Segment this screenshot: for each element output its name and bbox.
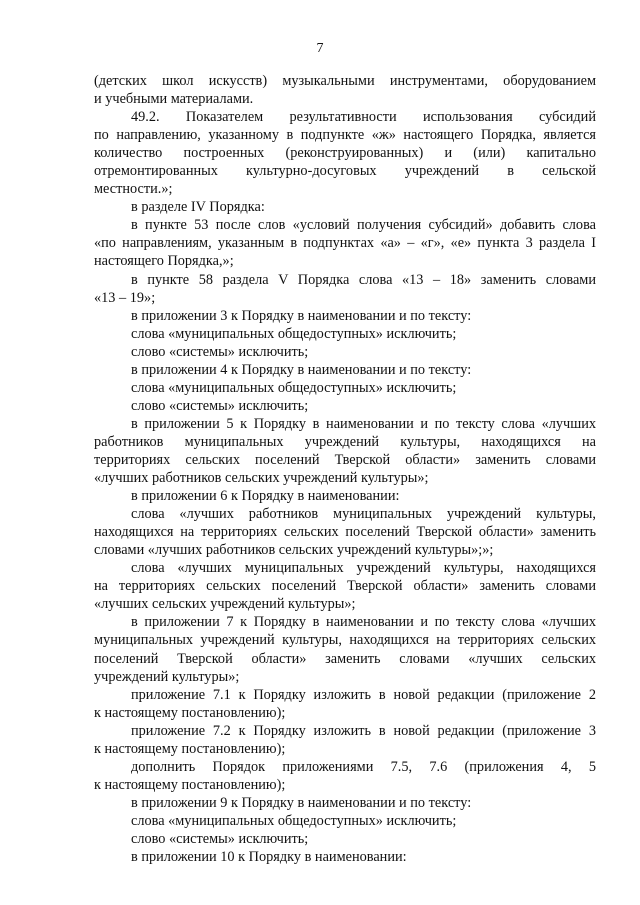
text-line: в приложении 6 к Порядку в наименовании: xyxy=(131,488,400,505)
text-line: слова «лучших муниципальных учреждений культуры, находящихся xyxy=(131,560,596,577)
text-line: настоящего Порядка,»; xyxy=(94,253,234,270)
text-line: приложение 7.2 к Порядку изложить в новой редакции (приложение 3 xyxy=(131,722,596,739)
text-line: слова «муниципальных общедоступных» исключить; xyxy=(131,812,457,829)
text-line: приложение 7.1 к Порядку изложить в новой редакции (приложение 2 xyxy=(131,686,596,703)
text-line: в приложении 7 к Порядку в наименовании и по тексту слова «лучших xyxy=(131,614,596,631)
text-line: слова «муниципальных общедоступных» исключить; xyxy=(131,325,457,342)
text-line: «13 – 19»; xyxy=(94,289,156,306)
text-line: учреждений культуры»; xyxy=(94,668,240,685)
text-line: слово «системы» исключить; xyxy=(131,343,309,360)
text-line: (детских школ искусств) музыкальными инструментами, оборудованием xyxy=(94,73,596,89)
text-line: слова «лучших работников муниципальных учреждений культуры, xyxy=(131,506,596,523)
text-line: в приложении 5 к Порядку в наименовании и по тексту слова «лучших xyxy=(131,415,596,432)
text-line: и учебными материалами. xyxy=(94,91,254,108)
text-line: количество построенных (реконструированных) и (или) капитально xyxy=(94,145,596,162)
text-line: «по направлениям, указанным в подпунктах «а» – «г», «е» пункта 3 раздела I xyxy=(94,235,596,252)
text-line: на территориях сельских поселений Тверской области» заменить словами xyxy=(94,578,596,595)
text-line: в пункте 58 раздела V Порядка слова «13 – 18» заменить словами xyxy=(131,271,596,288)
text-line: работников муниципальных учреждений культуры, находящихся на xyxy=(94,433,596,450)
text-line: «лучших сельских учреждений культуры»; xyxy=(94,596,356,613)
text-line: к настоящему постановлению); xyxy=(94,776,286,793)
text-line: в приложении 3 к Порядку в наименовании и по тексту: xyxy=(131,307,472,324)
text-line: 49.2. Показателем результативности использования субсидий xyxy=(131,109,596,126)
text-line: в приложении 9 к Порядку в наименовании и по тексту: xyxy=(131,794,472,811)
document-body xyxy=(94,72,596,866)
text-line: местности.»; xyxy=(94,181,173,198)
text-line: поселений Тверской области» заменить словами «лучших сельских xyxy=(94,650,596,667)
text-line: территориях сельских поселений Тверской области» заменить словами xyxy=(94,451,596,468)
text-line: находящихся на территориях сельских поселений Тверской области» заменить xyxy=(94,524,596,541)
text-line: к настоящему постановлению); xyxy=(94,740,286,757)
text-line: муниципальных учреждений культуры, находящихся на территориях сельских xyxy=(94,632,596,649)
text-line: по направлению, указанному в подпункте «ж» настоящего Порядка, является xyxy=(94,127,596,144)
text-line: в приложении 10 к Порядку в наименовании: xyxy=(131,849,407,866)
text-line: словами «лучших работников сельских учреждений культуры»;»; xyxy=(94,542,494,559)
text-line: в разделе IV Порядка: xyxy=(131,199,265,216)
page-number: 7 xyxy=(316,41,324,56)
text-line: отремонтированных культурно-досуговых учреждений в сельской xyxy=(94,163,596,180)
text-line: слово «системы» исключить; xyxy=(131,830,309,847)
text-line: к настоящему постановлению); xyxy=(94,704,286,721)
text-line: «лучших работников сельских учреждений культуры»; xyxy=(94,470,429,487)
text-line: дополнить Порядок приложениями 7.5, 7.6 (приложения 4, 5 xyxy=(131,758,596,775)
text-line: в приложении 4 к Порядку в наименовании и по тексту: xyxy=(131,361,472,378)
text-line: слово «системы» исключить; xyxy=(131,397,309,414)
text-line: в пункте 53 после слов «условий получения субсидий» добавить слова xyxy=(131,217,596,234)
text-line: слова «муниципальных общедоступных» исключить; xyxy=(131,379,457,396)
